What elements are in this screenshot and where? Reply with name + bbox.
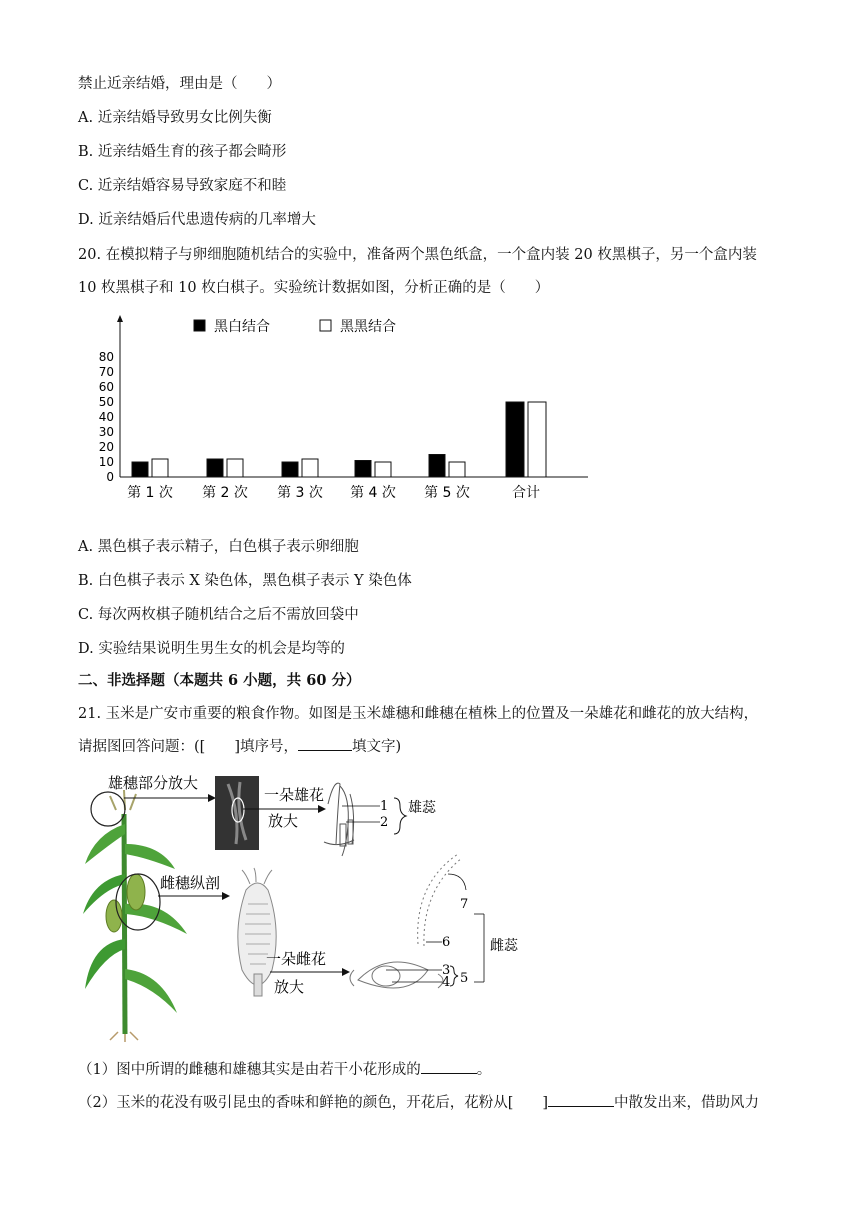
bar: [132, 462, 148, 477]
bar: [355, 461, 371, 478]
q19-option-a: A. 近亲结婚导致男女比例失衡: [78, 110, 272, 126]
x-tick-label: 第 5 次: [424, 485, 470, 501]
q21-sub2-end: 中散发出来，借助风力: [614, 1095, 760, 1111]
bar: [152, 459, 168, 477]
chart-bars: [132, 402, 546, 477]
fill-blank: [298, 736, 352, 751]
bar: [282, 462, 298, 477]
y-tick-label: 20: [98, 440, 114, 454]
corn-plant-illustration: [83, 790, 187, 1042]
fill-blank: [548, 1092, 614, 1107]
fill-blank: [421, 1059, 477, 1074]
label-one-male: 一朵雄花: [264, 786, 325, 804]
q21-sub1: [78, 1058, 491, 1079]
q21-stem-line2-end: 填文字): [351, 739, 402, 755]
y-tick-label: 80: [98, 350, 114, 364]
y-tick-label: 30: [98, 425, 114, 439]
label-female-section: 雌穗纵剖: [160, 874, 221, 892]
q20-stem-line1: 20. 在模拟精子与卵细胞随机结合的实验中，准备两个黑色纸盒，一个盒内装 20 枚黑棋子，另一个盒内装: [78, 247, 757, 263]
y-tick-label: 40: [98, 410, 114, 424]
q21-sub2: [78, 1091, 759, 1112]
label-pistil: 雌蕊: [490, 938, 518, 954]
q21-stem-line2: [78, 735, 401, 756]
q21-sub2-text: （2）玉米的花没有吸引昆虫的香味和鲜艳的颜色，开花后，花粉从[ ]: [78, 1095, 549, 1111]
chart-labels: [99, 350, 540, 501]
legend-label: 黑白结合: [214, 319, 270, 335]
legend-swatch: [320, 320, 331, 331]
q19-option-b: B. 近亲结婚生育的孩子都会畸形: [78, 144, 287, 160]
label-1: 1: [380, 799, 389, 814]
label-male-part: 雄穗部分放大: [108, 774, 199, 792]
q21-sub1-text: （1）图中所谓的雌穗和雄穗其实是由若干小花形成的: [78, 1062, 421, 1078]
y-tick-label: 70: [98, 365, 114, 379]
label-stamen-1: 雄蕊: [408, 800, 436, 816]
label-7: 7: [460, 897, 469, 912]
label-enlarge-1: 放大: [268, 812, 299, 830]
x-tick-label: 第 2 次: [202, 485, 248, 501]
q21-stem-line2-start: 请据图回答问题：([ ]填序号，: [78, 739, 298, 755]
y-tick-label: 0: [106, 470, 114, 484]
legend-label: 黑黑结合: [340, 319, 396, 335]
bar: [506, 402, 524, 477]
bar: [227, 459, 243, 477]
bar-chart: [96, 312, 596, 512]
bar: [429, 455, 445, 478]
label-4: 4: [442, 975, 451, 990]
chart-legend: [194, 318, 396, 335]
male-tassel-circle: [91, 792, 125, 826]
section2-heading: 二、非选择题（本题共 6 小题，共 60 分）: [78, 672, 361, 689]
y-tick-label: 50: [98, 395, 114, 409]
label-6: 6: [442, 935, 451, 950]
q20-option-b: B. 白色棋子表示 X 染色体，黑色棋子表示 Y 染色体: [78, 573, 412, 589]
q20-option-a: A. 黑色棋子表示精子，白色棋子表示卵细胞: [78, 539, 359, 555]
bar: [375, 462, 391, 477]
q20-option-d: D. 实验结果说明生男生女的机会是均等的: [78, 641, 345, 657]
y-tick-label: 60: [98, 380, 114, 394]
male-flower-sketch: [324, 783, 354, 856]
bar: [528, 402, 546, 477]
q19-option-d: D. 近亲结婚后代患遗传病的几率增大: [78, 212, 316, 228]
label-3: 3: [442, 963, 451, 978]
label-5: 5: [460, 971, 469, 986]
q19-stem: 禁止近亲结婚，理由是（ ）: [78, 76, 281, 92]
bar: [449, 462, 465, 477]
label-enlarge-2: 放大: [274, 978, 305, 996]
corn-structure-figure: [78, 764, 548, 1044]
x-tick-label: 第 3 次: [277, 485, 323, 501]
q21-sub1-end: 。: [476, 1062, 492, 1078]
x-tick-label: 第 4 次: [350, 485, 396, 501]
q19-option-c: C. 近亲结婚容易导致家庭不和睦: [78, 178, 287, 194]
q20-option-c: C. 每次两枚棋子随机结合之后不需放回袋中: [78, 607, 359, 623]
x-tick-label: 第 1 次: [127, 485, 173, 501]
label-2: 2: [380, 815, 389, 830]
bar: [302, 459, 318, 477]
x-tick-label: 合计: [512, 485, 540, 501]
q20-stem-line2: 10 枚黑棋子和 10 枚白棋子。实验统计数据如图，分析正确的是（ ）: [78, 280, 550, 296]
label-one-female: 一朵雌花: [266, 950, 327, 968]
q21-stem-line1: 21. 玉米是广安市重要的粮食作物。如图是玉米雄穗和雌穗在植株上的位置及一朵雄花和雌花的放大结构，: [78, 706, 759, 722]
bar: [207, 459, 223, 477]
ear-section-sketch: [238, 868, 276, 996]
y-tick-label: 10: [98, 455, 114, 469]
legend-swatch: [194, 320, 205, 331]
